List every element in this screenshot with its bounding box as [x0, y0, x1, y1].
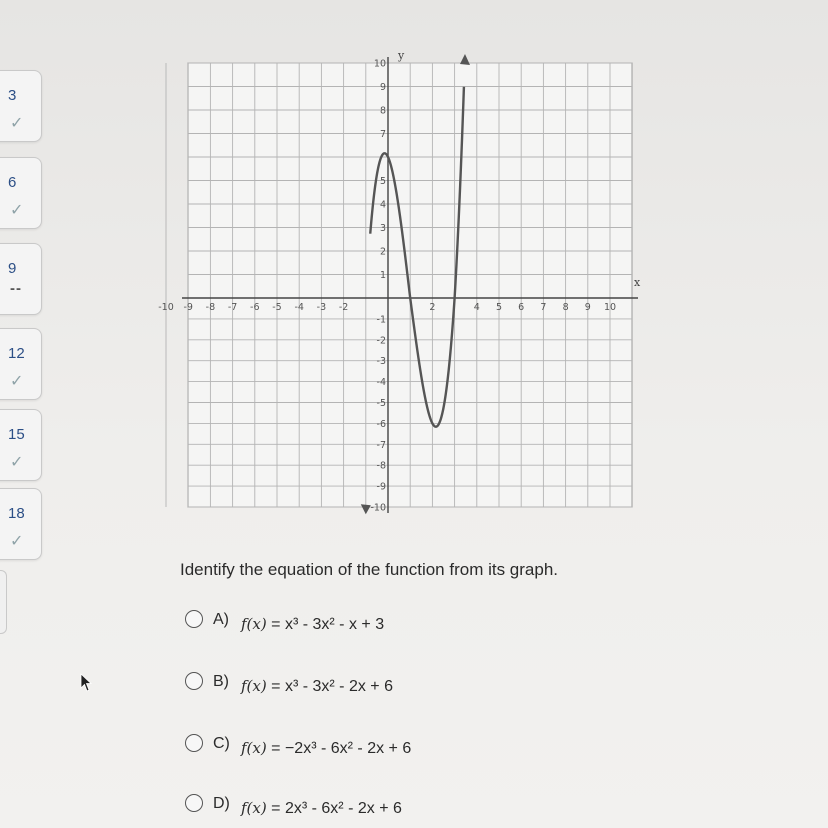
x-tick-label: -6: [250, 302, 260, 313]
radio-button[interactable]: [185, 672, 203, 690]
y-tick-label: -4: [376, 377, 386, 389]
option-letter: A): [213, 611, 229, 628]
y-tick-label: -2: [376, 335, 386, 347]
question-number: 9: [8, 260, 17, 277]
question-number: 12: [8, 345, 25, 362]
x-tick-label: 5: [495, 302, 503, 313]
radio-button[interactable]: [185, 610, 203, 628]
option-letter: C): [213, 735, 230, 752]
x-tick-label: -2: [338, 302, 349, 313]
option-a[interactable]: [185, 608, 585, 638]
x-tick-label: -4: [294, 302, 304, 313]
y-tick-label: 3: [379, 223, 386, 234]
x-tick-label: 2: [429, 302, 436, 313]
question-number: 15: [8, 426, 25, 443]
x-tick-label: 4: [473, 302, 480, 313]
check-icon: ✓: [10, 202, 24, 219]
y-tick-label: 10: [373, 58, 386, 70]
y-tick-label: -5: [376, 398, 386, 409]
option-equation: f(x) = x³ - 3x² - 2x + 6: [241, 677, 393, 695]
option-letter: D): [213, 795, 230, 812]
y-tick-label: 9: [379, 82, 386, 93]
radio-button[interactable]: [185, 794, 203, 812]
sidebar-item-12[interactable]: [0, 328, 42, 400]
x-tick-label: 9: [584, 302, 591, 313]
y-tick-label: -7: [376, 439, 386, 451]
sidebar-item-3[interactable]: [0, 70, 42, 142]
x-tick-label: 7: [540, 302, 547, 313]
sidebar-tab-partial[interactable]: [0, 570, 7, 634]
y-tick-label: 5: [379, 176, 386, 187]
sidebar-item-15[interactable]: [0, 409, 42, 481]
y-tick-label: -1: [376, 314, 386, 326]
x-tick-label: -10: [158, 302, 174, 313]
mouse-cursor-icon: [80, 673, 94, 693]
option-b[interactable]: [185, 670, 585, 700]
check-icon: ✓: [10, 533, 24, 550]
question-prompt: Identify the equation of the function from its graph.: [180, 560, 559, 579]
y-tick-label: -6: [376, 418, 386, 430]
x-tick-label: 6: [518, 302, 525, 313]
curve-arrow-up: [460, 54, 470, 65]
sidebar-item-6[interactable]: [0, 157, 42, 229]
x-tick-label: 8: [562, 302, 569, 313]
x-axis-label: x: [634, 276, 641, 289]
y-tick-label: -9: [376, 481, 386, 493]
check-icon: ✓: [10, 115, 24, 132]
check-icon: ✓: [10, 454, 24, 471]
radio-button[interactable]: [185, 734, 203, 752]
question-number: 3: [8, 87, 17, 104]
y-tick-label: 7: [379, 129, 386, 140]
y-tick-label: 2: [379, 246, 386, 258]
sidebar-item-18[interactable]: [0, 488, 42, 560]
x-tick-label: -8: [205, 302, 216, 313]
check-icon: ✓: [10, 373, 24, 390]
x-tick-label: -3: [316, 302, 327, 313]
x-tick-label: -5: [272, 302, 282, 313]
function-graph: [158, 45, 650, 530]
x-tick-label: 10: [603, 302, 617, 313]
y-axis-label: y: [398, 49, 405, 62]
y-tick-label: 8: [379, 105, 386, 117]
curve-arrow-down: [361, 504, 371, 514]
y-tick-label: -8: [376, 460, 386, 472]
x-tick-label: -9: [183, 302, 193, 313]
question-number: 18: [8, 505, 25, 522]
option-equation: f(x) = −2x³ - 6x² - 2x + 6: [241, 739, 412, 757]
option-letter: B): [213, 673, 229, 690]
option-d[interactable]: [185, 792, 585, 822]
y-tick-label: -3: [376, 356, 386, 368]
graph-canvas: [158, 45, 650, 530]
y-tick-label: 1: [379, 270, 386, 281]
question-number: 6: [8, 174, 17, 191]
option-equation: f(x) = 2x³ - 6x² - 2x + 6: [241, 799, 402, 817]
y-tick-label: -10: [370, 502, 386, 514]
unanswered-dash-icon: --: [10, 280, 22, 297]
x-tick-label: -7: [227, 302, 238, 313]
option-equation: f(x) = x³ - 3x² - x + 3: [241, 615, 385, 633]
y-tick-label: 4: [379, 199, 386, 211]
option-c[interactable]: [185, 732, 585, 762]
sidebar-item-9[interactable]: [0, 243, 42, 315]
